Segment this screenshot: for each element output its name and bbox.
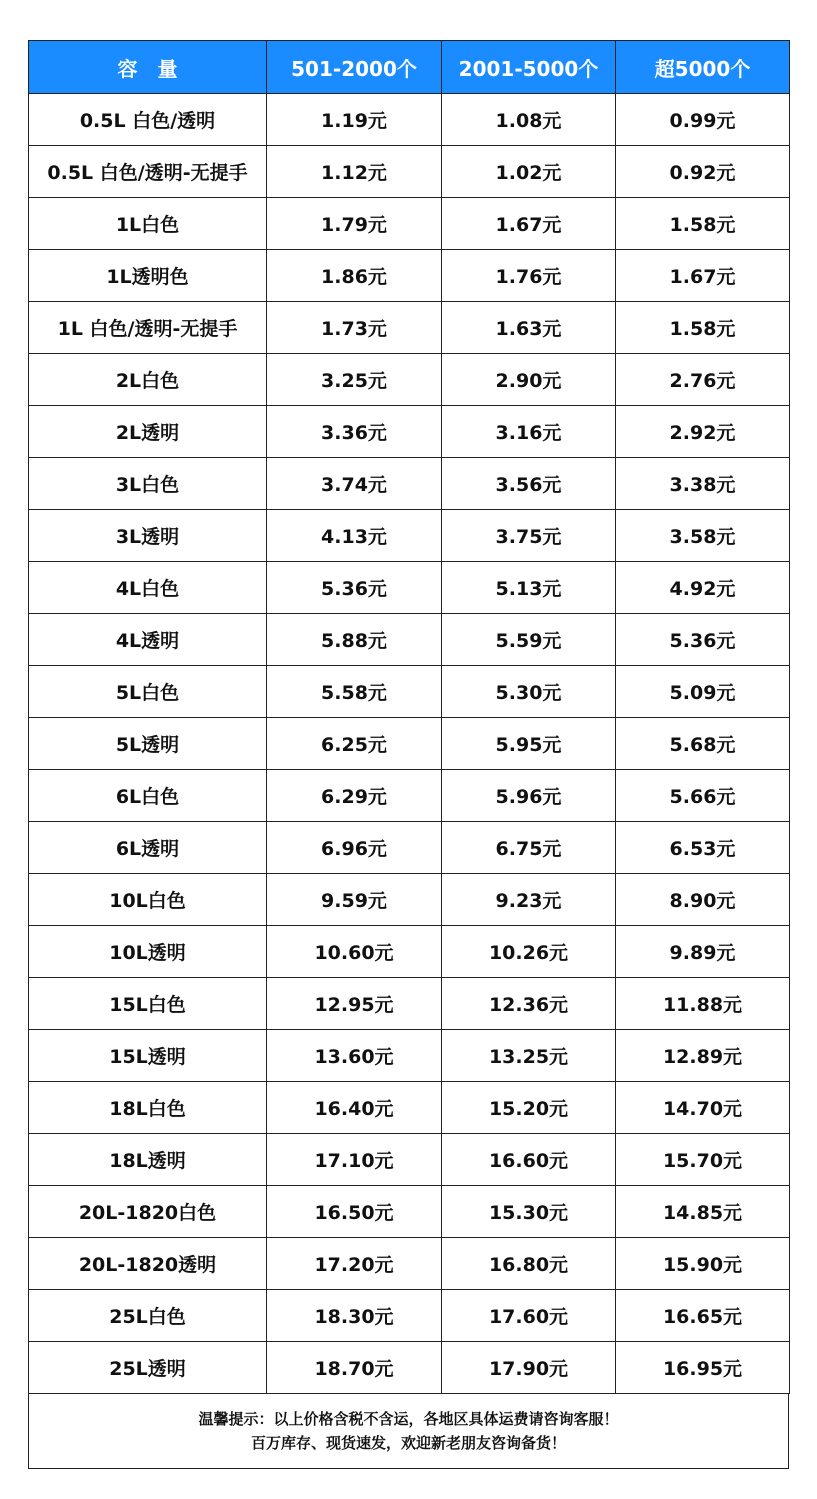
cell-price-tier-1: 1.86元 — [267, 250, 442, 302]
table-row — [29, 1030, 790, 1082]
table-row — [29, 718, 790, 770]
cell-price-tier-3: 12.89元 — [616, 1030, 790, 1082]
cell-capacity: 18L透明 — [29, 1134, 267, 1186]
table-row — [29, 302, 790, 354]
table-row — [29, 770, 790, 822]
cell-price-tier-3: 1.58元 — [616, 198, 790, 250]
cell-capacity: 20L-1820透明 — [29, 1238, 267, 1290]
table-row — [29, 94, 790, 146]
cell-price-tier-3: 1.67元 — [616, 250, 790, 302]
cell-capacity: 4L白色 — [29, 562, 267, 614]
cell-capacity: 1L 白色/透明-无提手 — [29, 302, 267, 354]
cell-price-tier-3: 9.89元 — [616, 926, 790, 978]
table-row — [29, 562, 790, 614]
cell-capacity: 6L白色 — [29, 770, 267, 822]
cell-price-tier-1: 3.36元 — [267, 406, 442, 458]
cell-price-tier-2: 6.75元 — [442, 822, 616, 874]
cell-capacity: 15L白色 — [29, 978, 267, 1030]
cell-price-tier-3: 5.68元 — [616, 718, 790, 770]
table-row — [29, 146, 790, 198]
table-row — [29, 1290, 790, 1342]
cell-price-tier-2: 5.13元 — [442, 562, 616, 614]
footer-line-2: 百万库存、现货速发，欢迎新老朋友咨询备货！ — [250, 1434, 566, 1452]
cell-capacity: 10L透明 — [29, 926, 267, 978]
table-row — [29, 198, 790, 250]
cell-price-tier-3: 5.66元 — [616, 770, 790, 822]
table-row — [29, 1238, 790, 1290]
cell-price-tier-2: 3.75元 — [442, 510, 616, 562]
header-tier-2: 2001-5000个 — [442, 41, 616, 94]
table-row — [29, 874, 790, 926]
cell-price-tier-3: 6.53元 — [616, 822, 790, 874]
header-tier-3: 超5000个 — [616, 41, 790, 94]
cell-price-tier-2: 1.02元 — [442, 146, 616, 198]
cell-price-tier-1: 3.74元 — [267, 458, 442, 510]
cell-price-tier-1: 5.36元 — [267, 562, 442, 614]
cell-price-tier-1: 1.12元 — [267, 146, 442, 198]
cell-price-tier-2: 1.63元 — [442, 302, 616, 354]
cell-price-tier-3: 5.36元 — [616, 614, 790, 666]
cell-price-tier-2: 13.25元 — [442, 1030, 616, 1082]
cell-price-tier-3: 11.88元 — [616, 978, 790, 1030]
table-row — [29, 614, 790, 666]
cell-capacity: 25L透明 — [29, 1342, 267, 1394]
cell-price-tier-2: 16.80元 — [442, 1238, 616, 1290]
cell-price-tier-1: 18.70元 — [267, 1342, 442, 1394]
cell-capacity: 3L透明 — [29, 510, 267, 562]
cell-capacity: 25L白色 — [29, 1290, 267, 1342]
cell-price-tier-2: 15.30元 — [442, 1186, 616, 1238]
footer-line-1: 温馨提示：以上价格含税不含运，各地区具体运费请咨询客服！ — [198, 1410, 619, 1428]
cell-price-tier-2: 5.59元 — [442, 614, 616, 666]
cell-price-tier-1: 13.60元 — [267, 1030, 442, 1082]
cell-price-tier-1: 9.59元 — [267, 874, 442, 926]
cell-price-tier-3: 8.90元 — [616, 874, 790, 926]
cell-capacity: 6L透明 — [29, 822, 267, 874]
cell-capacity: 10L白色 — [29, 874, 267, 926]
cell-price-tier-3: 0.92元 — [616, 146, 790, 198]
table-row — [29, 822, 790, 874]
cell-price-tier-3: 16.95元 — [616, 1342, 790, 1394]
cell-price-tier-1: 18.30元 — [267, 1290, 442, 1342]
cell-price-tier-1: 5.88元 — [267, 614, 442, 666]
cell-capacity: 1L透明色 — [29, 250, 267, 302]
price-table-container — [28, 40, 789, 1469]
cell-price-tier-2: 2.90元 — [442, 354, 616, 406]
table-row — [29, 1342, 790, 1394]
cell-price-tier-2: 3.56元 — [442, 458, 616, 510]
cell-price-tier-3: 3.58元 — [616, 510, 790, 562]
table-row — [29, 1082, 790, 1134]
footer-notice — [28, 1394, 789, 1469]
cell-price-tier-3: 15.70元 — [616, 1134, 790, 1186]
cell-price-tier-2: 5.96元 — [442, 770, 616, 822]
cell-price-tier-2: 17.60元 — [442, 1290, 616, 1342]
cell-price-tier-3: 1.58元 — [616, 302, 790, 354]
cell-price-tier-2: 1.67元 — [442, 198, 616, 250]
cell-capacity: 20L-1820白色 — [29, 1186, 267, 1238]
cell-price-tier-1: 1.19元 — [267, 94, 442, 146]
cell-capacity: 3L白色 — [29, 458, 267, 510]
header-row — [29, 41, 790, 94]
cell-price-tier-1: 6.25元 — [267, 718, 442, 770]
cell-price-tier-2: 15.20元 — [442, 1082, 616, 1134]
cell-capacity: 5L透明 — [29, 718, 267, 770]
cell-price-tier-2: 3.16元 — [442, 406, 616, 458]
cell-price-tier-1: 16.50元 — [267, 1186, 442, 1238]
table-row — [29, 510, 790, 562]
cell-price-tier-1: 6.29元 — [267, 770, 442, 822]
cell-price-tier-3: 14.70元 — [616, 1082, 790, 1134]
table-row — [29, 406, 790, 458]
cell-price-tier-1: 4.13元 — [267, 510, 442, 562]
cell-price-tier-1: 5.58元 — [267, 666, 442, 718]
cell-price-tier-2: 1.76元 — [442, 250, 616, 302]
cell-price-tier-3: 2.76元 — [616, 354, 790, 406]
cell-price-tier-3: 16.65元 — [616, 1290, 790, 1342]
cell-price-tier-2: 10.26元 — [442, 926, 616, 978]
cell-price-tier-2: 5.30元 — [442, 666, 616, 718]
table-row — [29, 354, 790, 406]
cell-price-tier-1: 6.96元 — [267, 822, 442, 874]
cell-capacity: 2L白色 — [29, 354, 267, 406]
header-tier-1: 501-2000个 — [267, 41, 442, 94]
cell-price-tier-3: 4.92元 — [616, 562, 790, 614]
cell-price-tier-1: 16.40元 — [267, 1082, 442, 1134]
cell-price-tier-2: 5.95元 — [442, 718, 616, 770]
cell-price-tier-3: 3.38元 — [616, 458, 790, 510]
cell-price-tier-1: 17.10元 — [267, 1134, 442, 1186]
cell-price-tier-2: 16.60元 — [442, 1134, 616, 1186]
cell-capacity: 5L白色 — [29, 666, 267, 718]
cell-capacity: 18L白色 — [29, 1082, 267, 1134]
table-row — [29, 250, 790, 302]
price-table-body — [29, 94, 790, 1394]
cell-capacity: 4L透明 — [29, 614, 267, 666]
cell-price-tier-1: 12.95元 — [267, 978, 442, 1030]
cell-capacity: 0.5L 白色/透明 — [29, 94, 267, 146]
cell-price-tier-2: 9.23元 — [442, 874, 616, 926]
cell-capacity: 1L白色 — [29, 198, 267, 250]
table-row — [29, 666, 790, 718]
cell-price-tier-1: 1.73元 — [267, 302, 442, 354]
cell-price-tier-2: 12.36元 — [442, 978, 616, 1030]
cell-price-tier-3: 2.92元 — [616, 406, 790, 458]
cell-price-tier-1: 1.79元 — [267, 198, 442, 250]
table-row — [29, 1186, 790, 1238]
cell-price-tier-1: 3.25元 — [267, 354, 442, 406]
cell-price-tier-2: 17.90元 — [442, 1342, 616, 1394]
cell-price-tier-3: 14.85元 — [616, 1186, 790, 1238]
cell-price-tier-1: 17.20元 — [267, 1238, 442, 1290]
table-row — [29, 458, 790, 510]
table-row — [29, 926, 790, 978]
table-row — [29, 1134, 790, 1186]
table-row — [29, 978, 790, 1030]
cell-capacity: 0.5L 白色/透明-无提手 — [29, 146, 267, 198]
cell-price-tier-3: 5.09元 — [616, 666, 790, 718]
price-table — [28, 40, 790, 1394]
cell-price-tier-3: 0.99元 — [616, 94, 790, 146]
cell-price-tier-3: 15.90元 — [616, 1238, 790, 1290]
cell-price-tier-1: 10.60元 — [267, 926, 442, 978]
cell-capacity: 2L透明 — [29, 406, 267, 458]
header-capacity: 容 量 — [29, 41, 267, 94]
cell-capacity: 15L透明 — [29, 1030, 267, 1082]
cell-price-tier-2: 1.08元 — [442, 94, 616, 146]
